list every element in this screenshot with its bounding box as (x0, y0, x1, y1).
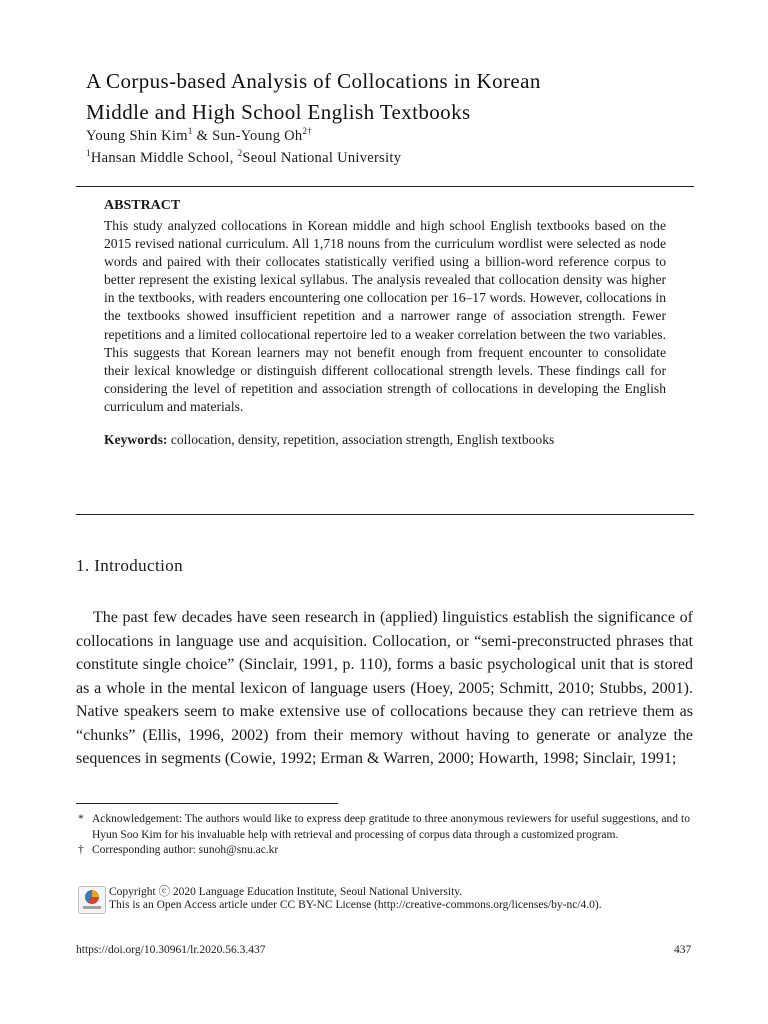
page-number: 437 (674, 944, 692, 956)
open-access-line: This is an Open Access article under CC BY-NC License (http://creative-commons.org/licenses/by-nc/4.0). (109, 899, 602, 911)
footnote-mark: † (78, 844, 84, 856)
abstract-heading: ABSTRACT (104, 198, 181, 213)
title-line-1: A Corpus-based Analysis of Collocations in Korean (86, 69, 541, 93)
keywords-list: collocation, density, repetition, association strength, English textbooks (170, 432, 555, 448)
license-text (109, 886, 602, 912)
crossmark-icon[interactable] (78, 886, 106, 914)
keywords-label: Keywords: (104, 432, 168, 448)
paper-title (86, 66, 686, 128)
affiliation: Hansan Middle School, (90, 150, 234, 166)
introduction-paragraph: The past few decades have seen research in (applied) linguistics establish the significance of collocations in language use and acquisition. Collocation, or “semi-preconstructed phrases that constitute single choice” (Sinclair, 1991, p. 110), forms a basic psychological unit that is stored as a whole in the mental lexicon of language users (Hoey, 2005; Schmitt, 2010; Stubbs, 2001). Native speakers seem to make extensive use of collocations because they can retrieve them as “chunks” (Ellis, 1996, 2002) from their memory without having to generate or analyze the sequences in segments (Cowie, 1992; Erman & Warren, 2000; Howarth, 1998; Sinclair, 1991; (76, 609, 693, 767)
abstract-bottom-rule (76, 514, 694, 515)
keywords (104, 431, 666, 449)
affiliations (86, 150, 401, 167)
doi-link[interactable]: https://doi.org/10.30961/lr.2020.56.3.437 (76, 944, 266, 956)
copyright-line: Copyright ⓒ 2020 Language Education Institute, Seoul National University. (109, 886, 463, 898)
affiliation-superscript: 2 (237, 148, 243, 158)
author-superscript: 2† (302, 126, 313, 136)
author-name: Sun-Young Oh (212, 128, 303, 144)
author-superscript: 1 (187, 126, 193, 136)
abstract-section (104, 197, 666, 449)
author-list (86, 128, 312, 145)
license-block (78, 886, 698, 916)
footnotes (78, 812, 690, 859)
abstract-body: This study analyzed collocations in Korean middle and high school English textbooks based on the 2015 revised national curriculum. All 1,718 nouns from the curriculum wordlist were selected as node words and paired with their collocates statistically verified using a billion-word reference corpus to better represent the existing lexical syllabus. The analysis revealed that collocation density was higher in the textbooks, with readers encountering one collocation per 16–17 words. However, collocations in the textbooks showed insufficient repetition and a narrower range of association strength. Fewer repetitions and a limited collocational repertoire led to a weaker correlation between the two variables. This suggests that Korean learners may not benefit enough from frequent encounter to consolidate their lexical knowledge or distinguish different collocational strength levels. These findings call for considering the level of repetition and association strength of collocations in developing the English curriculum and materials. (104, 218, 666, 414)
affiliation: Seoul National University (242, 150, 402, 166)
footnote (78, 843, 690, 859)
footnote (78, 812, 690, 843)
footnote-mark: * (78, 813, 84, 825)
affiliation-superscript: 1 (86, 148, 91, 158)
section-heading-introduction: 1. Introduction (76, 556, 184, 575)
author-name: Young Shin Kim (86, 128, 188, 144)
footnote-text: Corresponding author: sunoh@snu.ac.kr (92, 844, 279, 856)
footnote-text: Acknowledgement: The authors would like to express deep gratitude to three anonymous reviewers for useful suggestions, and to Hyun Soo Kim for his invaluable help with retrieval and processing of corpus data through a customized program. (92, 813, 690, 841)
abstract-top-rule (76, 186, 694, 187)
footnote-rule (76, 803, 338, 804)
author-separator: & (196, 128, 209, 144)
title-line-2: Middle and High School English Textbooks (86, 100, 471, 124)
